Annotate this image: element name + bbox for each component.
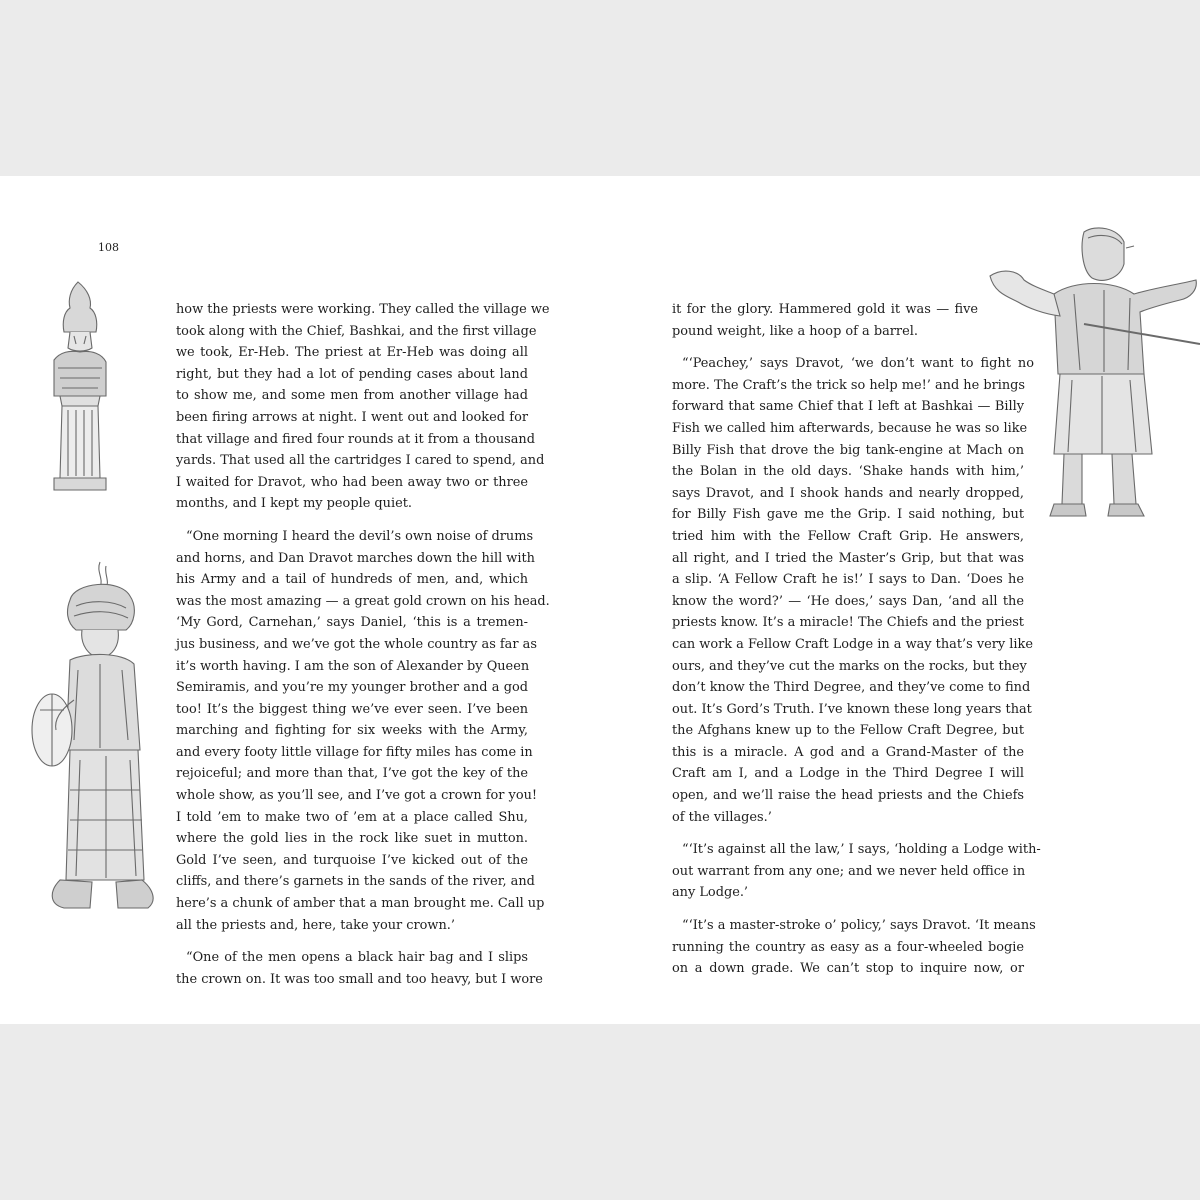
text-line: cliffs, and there’s garnets in the sands of the river, and: [176, 874, 535, 890]
text-line: been firing arrows at night. I went out and looked for: [176, 409, 528, 425]
text-line: the crown on. It was too small and too heavy, but I wore: [176, 971, 543, 987]
text-line: and every footy little village for fifty miles has come in: [176, 744, 533, 760]
text-line: I waited for Dravot, who had been away two or three: [176, 474, 528, 490]
text-line: “One morning I heard the devil’s own noise of drums: [186, 528, 534, 544]
fur-coat-man-illustration: [984, 224, 1200, 528]
text-line: “One of the men opens a black hair bag and I slips: [186, 950, 528, 966]
text-line: we took, Er-Heb. The priest at Er-Heb was doing all: [176, 345, 528, 361]
text-line: forward that same Chief that I left at Bashkai — Billy: [672, 399, 1024, 415]
text-line: Fish we called him afterwards, because he was so like: [672, 420, 1028, 436]
text-line: that village and fired four rounds at it from a thousand: [176, 431, 535, 447]
text-line: here’s a chunk of amber that a man brought me. Call up: [176, 896, 545, 912]
text-line: rejoiceful; and more than that, I’ve got the key of the: [176, 766, 528, 782]
fur-coat-man-sketch-icon: [984, 224, 1200, 528]
text-line: “‘It’s against all the law,’ I says, ‘holding a Lodge with-: [682, 842, 1041, 858]
text-line: tried him with the Fellow Craft Grip. He answers,: [672, 528, 1024, 544]
text-line: to show me, and some men from another village had: [176, 388, 528, 404]
text-line: Craft am I, and a Lodge in the Third Degree I will: [672, 766, 1024, 782]
paragraph: [672, 915, 1036, 980]
text-line: how the priests were working. They called the village we: [176, 302, 550, 317]
text-line: all the priests and, here, take your crown.’: [176, 917, 455, 933]
text-line: don’t know the Third Degree, and they’ve come to find: [672, 680, 1031, 696]
text-line: whole show, as you’ll see, and I’ve got a crown for you!: [176, 788, 538, 804]
text-line: ‘My Gord, Carnehan,’ says Daniel, ‘this is a tremen-: [176, 615, 528, 631]
text-line: it for the glory. Hammered gold it was — five: [672, 302, 978, 317]
text-line: it’s worth having. I am the son of Alexander by Queen: [176, 658, 530, 674]
helmeted-bust-sketch-icon: [40, 278, 120, 498]
paragraph-gap: [176, 515, 528, 526]
text-line: priests know. It’s a miracle! The Chiefs and the priest: [672, 615, 1024, 631]
text-line: any Lodge.’: [672, 885, 749, 901]
text-line: “‘It’s a master-stroke o’ policy,’ says Dravot. ‘It means: [682, 918, 1036, 934]
text-line: was the most amazing — a great gold crown on his head.: [176, 593, 550, 609]
text-line: Semiramis, and you’re my younger brother and a god: [176, 680, 528, 696]
text-line: out. It’s Gord’s Truth. I’ve known these long years that: [672, 701, 1032, 717]
text-line: running the country as easy as a four-wheeled bogie: [672, 939, 1024, 955]
paragraph: [176, 947, 543, 990]
text-line: yards. That used all the cartridges I cared to spend, and: [176, 453, 545, 469]
text-line: on a down grade. We can’t stop to inquire now, or: [672, 961, 1024, 977]
left-column-text: [176, 299, 550, 990]
text-line: of the villages.’: [672, 809, 772, 825]
text-line: his Army and a tail of hundreds of men, and, which: [176, 572, 528, 588]
text-line: all right, and I tried the Master’s Grip, but that was: [672, 550, 1024, 566]
paragraph: [672, 299, 1024, 342]
paragraph: [672, 839, 1041, 904]
text-line: can work a Fellow Craft Lodge in a way that’s very like: [672, 636, 1033, 652]
text-line: too! It’s the biggest thing we’ve ever seen. I’ve been: [176, 701, 528, 717]
text-line: Gold I’ve seen, and turquoise I’ve kicked out of the: [176, 852, 528, 868]
text-line: and horns, and Dan Dravot marches down the hill with: [176, 550, 535, 566]
statue-illustration: [40, 278, 120, 498]
text-line: Billy Fish that drove the big tank-engine at Mach on: [672, 442, 1024, 458]
text-line: the Bolan in the old days. ‘Shake hands with him,’: [672, 464, 1024, 480]
text-line: months, and I kept my people quiet.: [176, 496, 413, 512]
text-line: where the gold lies in the rock like suet in mutton.: [176, 831, 528, 847]
paragraph: [176, 526, 550, 936]
text-line: the Afghans knew up to the Fellow Craft Degree, but: [672, 723, 1024, 739]
text-line: marching and fighting for six weeks with the Army,: [176, 723, 528, 739]
text-line: “‘Peachey,’ says Dravot, ‘we don’t want to fight no: [682, 356, 1034, 372]
page-number: 108: [98, 241, 119, 254]
text-line: for Billy Fish gave me the Grip. I said nothing, but: [672, 507, 1024, 523]
turbaned-drummer-sketch-icon: [30, 560, 170, 926]
text-line: I told ’em to make two of ’em at a place called Shu,: [176, 809, 528, 825]
paragraph-gap: [672, 828, 1024, 839]
text-line: open, and we’ll raise the head priests and the Chiefs: [672, 788, 1024, 804]
paragraph-gap: [672, 342, 1024, 353]
paragraph: [672, 353, 1034, 828]
drummer-illustration: [30, 560, 170, 926]
text-line: right, but they had a lot of pending cases about land: [176, 366, 528, 382]
right-column-text: [672, 299, 1041, 980]
paragraph: [176, 299, 550, 515]
text-line: more. The Craft’s the trick so help me!’ and he brings: [672, 377, 1026, 393]
text-line: out warrant from any one; and we never held office in: [672, 863, 1026, 879]
paragraph-gap: [672, 904, 1024, 915]
text-line: jus business, and we’ve got the whole country as far as: [176, 636, 537, 652]
text-line: a slip. ‘A Fellow Craft he is!’ I says to Dan. ‘Does he: [672, 572, 1024, 588]
text-line: pound weight, like a hoop of a barrel.: [672, 323, 918, 339]
text-line: took along with the Chief, Bashkai, and the first village: [176, 323, 537, 339]
text-line: know the word?’ — ‘He does,’ says Dan, ‘and all the: [672, 593, 1024, 609]
text-line: says Dravot, and I shook hands and nearly dropped,: [672, 485, 1024, 501]
text-line: this is a miracle. A god and a Grand-Master of the: [672, 744, 1024, 760]
text-line: ours, and they’ve cut the marks on the rocks, but they: [672, 658, 1027, 674]
paragraph-gap: [176, 936, 528, 947]
